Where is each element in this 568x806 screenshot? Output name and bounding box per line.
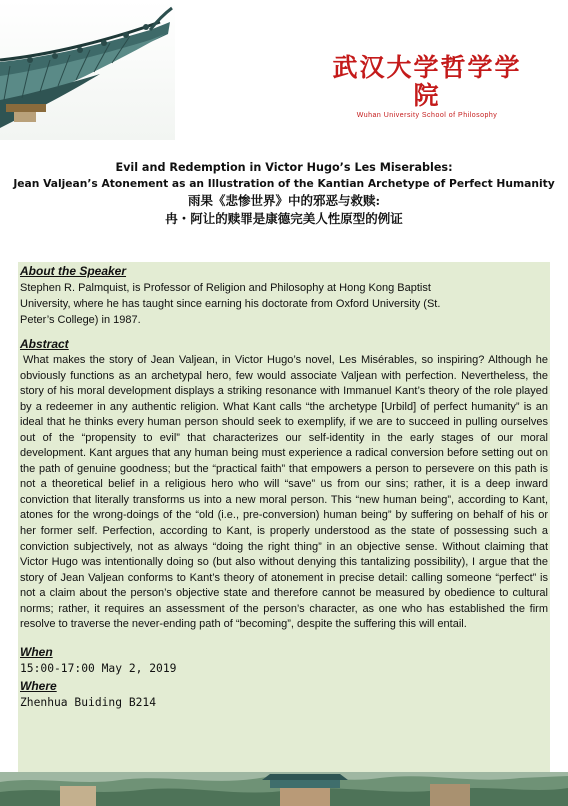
university-logo xyxy=(322,54,532,119)
lecture-title-block xyxy=(0,160,568,228)
chinese-title-line-1: 雨果《悲惨世界》中的邪恶与救赎: xyxy=(187,193,381,208)
speaker-bio-line: University, where he has taught since earning his doctorate from Oxford University (St. xyxy=(20,298,441,310)
logo-english-name: Wuhan University School of Philosophy xyxy=(356,112,498,119)
speaker-bio-line: Stephen R. Palmquist, is Professor of Religion and Philosophy at Hong Kong Baptist xyxy=(20,282,431,294)
logo-chinese-name: 武汉大学哲学学院 xyxy=(332,53,522,110)
abstract-heading: Abstract xyxy=(20,337,69,351)
event-location: Zhenhua Buiding B214 xyxy=(20,695,157,709)
chinese-title-line-2: 冉・阿让的赎罪是康德完美人性原型的例证 xyxy=(165,211,403,226)
where-heading: Where xyxy=(20,678,57,693)
when-heading: When xyxy=(20,644,53,659)
english-title-line-1: Evil and Redemption in Victor Hugo’s Les Miserables: xyxy=(115,161,453,174)
roof-eave-decoration xyxy=(0,0,175,140)
speaker-bio-line: Peter’s College) in 1987. xyxy=(20,314,141,326)
campus-scenery-decoration xyxy=(0,772,568,806)
speaker-heading: About the Speaker xyxy=(20,264,127,278)
event-time: 15:00-17:00 May 2, 2019 xyxy=(20,661,177,675)
speaker-bio xyxy=(20,280,548,328)
abstract-text: What makes the story of Jean Valjean, in Victor Hugo’s novel, Les Misérables, so inspiring? Although he obviously functions as an archetypal hero, few would associate Valjean with perfection. Nevertheless, the story of his moral development displays a striking resonance with Immanuel Kant’s theory of the role played by a redeemer in any authentic religion. What Kant calls “the archetype [Urbild] of perfect humanity” is an ideal that he thinks every human person should seek to exemplify, if we are to succeed in pulling ourselves out of the “propensity to evil” that characterizes our self-identity in the early stages of our moral development. Kant argues that any human being must experience a radical conversion before setting out on the path of genuine goodness; but the “practical faith” that empowers a person to persevere on this path is not a theoretical belief in a religious hero who will “save” us from our sins; rather, it is a deep inward conviction that literally transforms us into a new moral person. This “new human being”, according to Kant, atones for the wrong-doings of the “old (i.e., pre-conversion) human being” by suffering on behalf of his or her former self. Perfection, according to Kant, is properly understood as the state of possessing such a conviction subjectively, not as always “doing the right thing” in an objective sense. Without claiming that Victor Hugo was intentionally doing so (but also without denying this tantalizing possibility), I argue that the story of Jean Valjean conforms to Kant’s theory of atonement in precise detail: calling someone “perfect” is not a claim about the person’s objective state and therefore cannot be measured by obedience to cultural norms; rather, it requires an assessment of the person’s character, as one who has established the firm resolve to traverse the never-ending path of “becoming”, despite the suffering this will entail. xyxy=(20,354,548,631)
english-title-line-2: Jean Valjean’s Atonement as an Illustration of the Kantian Archetype of Perfect Humanity xyxy=(13,177,555,190)
content-panel xyxy=(18,262,550,778)
